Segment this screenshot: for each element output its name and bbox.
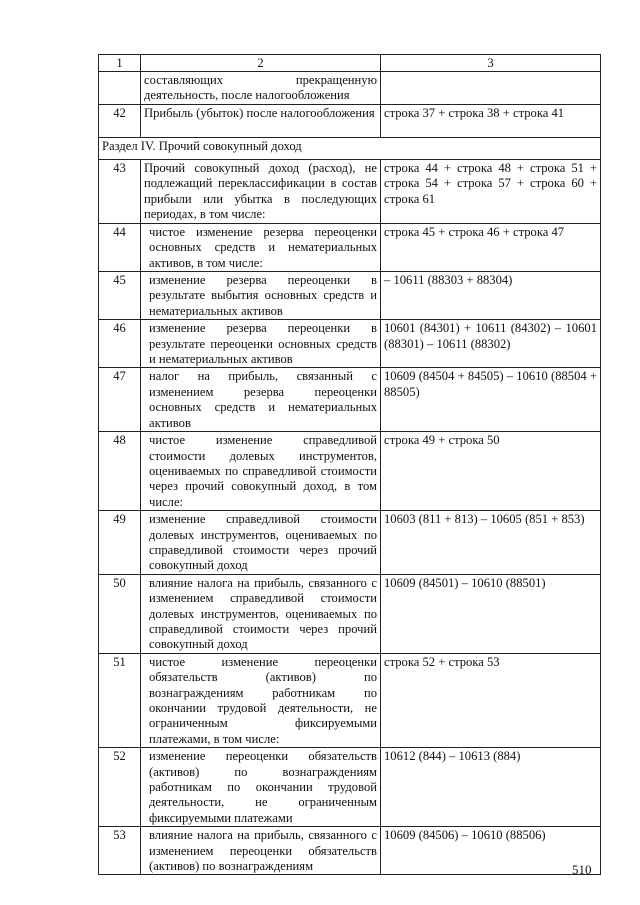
- formula-table: [98, 54, 601, 875]
- header-col-1: 1: [99, 55, 141, 72]
- table-row: [99, 511, 601, 575]
- row-number: 51: [99, 653, 141, 747]
- row-number: 50: [99, 574, 141, 653]
- table-row: [99, 159, 601, 223]
- row-formula: [381, 72, 601, 105]
- row-number: 53: [99, 827, 141, 875]
- row-description: влияние налога на прибыль, связанного с изменением переоценки обязательств (активов) по вознаграждениям: [141, 827, 381, 875]
- row-description: налог на прибыль, связанный с изменением резерва переоценки основных средств и нематериальных активов: [141, 368, 381, 432]
- row-description: изменение справедливой стоимости долевых инструментов, оцениваемых по справедливой стоимости через прочий совокупный доход: [141, 511, 381, 575]
- row-description: изменение резерва переоценки в результате переоценки основных средств и нематериальных активов: [141, 320, 381, 368]
- row-description: чистое изменение переоценки обязательств (активов) по вознаграждениям работникам по окончании трудовой деятельности, не ограниченным фиксируемыми платежами, в том числе:: [141, 653, 381, 747]
- section-row: [99, 137, 601, 159]
- row-number: 49: [99, 511, 141, 575]
- table-row: [99, 827, 601, 875]
- table-row: [99, 320, 601, 368]
- row-formula: 10612 (844) – 10613 (884): [381, 748, 601, 827]
- row-description: чистое изменение справедливой стоимости долевых инструментов, оцениваемых по справедливой стоимости через прочий совокупный доход, в том числе:: [141, 432, 381, 511]
- row-number: 48: [99, 432, 141, 511]
- table-row: [99, 223, 601, 271]
- row-number: 45: [99, 272, 141, 320]
- row-formula: 10609 (84504 + 84505) – 10610 (88504 + 88505): [381, 368, 601, 432]
- table-row: [99, 432, 601, 511]
- row-formula: строка 52 + строка 53: [381, 653, 601, 747]
- table-header-row: [99, 55, 601, 72]
- row-description: изменение резерва переоценки в результате выбытия основных средств и нематериальных активов: [141, 272, 381, 320]
- row-number: 46: [99, 320, 141, 368]
- row-number: 44: [99, 223, 141, 271]
- row-formula: 10609 (84501) – 10610 (88501): [381, 574, 601, 653]
- row-description: Прибыль (убыток) после налогообложения: [141, 104, 381, 137]
- row-formula: строка 44 + строка 48 + строка 51 + строка 54 + строка 57 + строка 60 + строка 61: [381, 159, 601, 223]
- table-row: [99, 653, 601, 747]
- table-row: [99, 72, 601, 105]
- table-row: [99, 368, 601, 432]
- row-description: чистое изменение резерва переоценки основных средств и нематериальных активов, в том числе:: [141, 223, 381, 271]
- section-title: Раздел IV. Прочий совокупный доход: [99, 137, 601, 159]
- row-description: влияние налога на прибыль, связанного с изменением справедливой стоимости долевых инструментов, оцениваемых по справедливой стоимости через прочий совокупный доход: [141, 574, 381, 653]
- header-col-3: 3: [381, 55, 601, 72]
- row-formula: строка 49 + строка 50: [381, 432, 601, 511]
- row-formula: строка 37 + строка 38 + строка 41: [381, 104, 601, 137]
- table-row: [99, 748, 601, 827]
- row-number: 43: [99, 159, 141, 223]
- row-description: изменение переоценки обязательств (активов) по вознаграждениям работникам по окончании трудовой деятельности, не ограниченным фиксируемыми платежами: [141, 748, 381, 827]
- row-formula: 10601 (84301) + 10611 (84302) – 10601 (88301) – 10611 (88302): [381, 320, 601, 368]
- row-number: 47: [99, 368, 141, 432]
- row-number: [99, 72, 141, 105]
- row-number: 42: [99, 104, 141, 137]
- row-formula: – 10611 (88303 + 88304): [381, 272, 601, 320]
- table-row: [99, 574, 601, 653]
- row-description: Прочий совокупный доход (расход), не подлежащий переклассификации в состав прибыли или убытка в последующих периодах, в том числе:: [141, 159, 381, 223]
- page-number: 510: [572, 862, 592, 877]
- header-col-2: 2: [141, 55, 381, 72]
- row-formula: 10603 (811 + 813) – 10605 (851 + 853): [381, 511, 601, 575]
- row-description: составляющих прекращенную деятельность, после налогообложения: [141, 72, 381, 105]
- row-number: 52: [99, 748, 141, 827]
- table-row: [99, 104, 601, 137]
- table-row: [99, 272, 601, 320]
- row-formula: строка 45 + строка 46 + строка 47: [381, 223, 601, 271]
- row-formula: 10609 (84506) – 10610 (88506): [381, 827, 601, 875]
